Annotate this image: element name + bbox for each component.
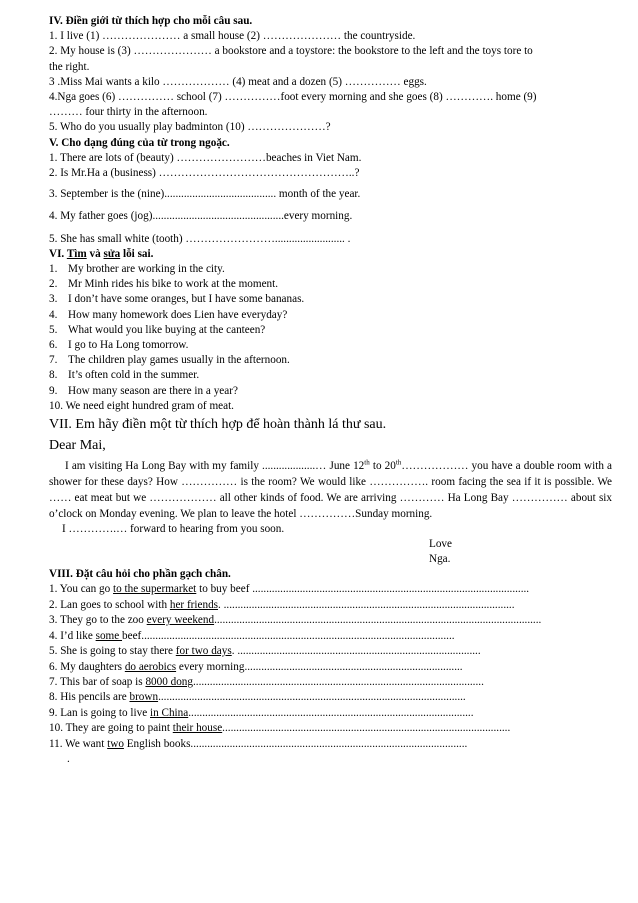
item-number: 1. <box>49 263 58 276</box>
underlined-phrase: her friends <box>169 598 219 611</box>
letter-signature: Nga. <box>429 553 451 566</box>
section-8-item <box>49 582 612 597</box>
answer-blank: ...................................................................................................... <box>188 706 474 719</box>
section-5-line-5: 5. She has small white (tooth) ……………………......................... . <box>49 232 351 245</box>
section-6-item <box>49 292 612 307</box>
question-prefix: 6. My daughters <box>49 660 125 673</box>
section-8-title: VIII. Đặt câu hỏi cho phần gạch chân. <box>49 568 231 581</box>
section-6-item <box>49 308 612 323</box>
letter-salutation: Dear Mai, <box>49 438 106 454</box>
item-text: It’s often cold in the summer. <box>68 369 200 382</box>
section-6-title-mid: và <box>86 247 104 260</box>
underlined-phrase: their house <box>172 722 223 735</box>
underlined-phrase: brown <box>129 691 159 704</box>
item-text: I go to Ha Long tomorrow. <box>68 339 189 352</box>
question-prefix: 9. Lan is going to live <box>49 706 150 719</box>
section-8-item <box>49 660 612 675</box>
item-text: How many season are there in a year? <box>68 384 238 397</box>
section-6-item <box>49 368 612 383</box>
answer-blank: ........................................................................................................ <box>192 675 484 688</box>
item-number: 5. <box>49 323 58 336</box>
section-6-item <box>49 323 612 338</box>
section-6-item <box>49 384 612 399</box>
section-6-item <box>49 353 612 368</box>
section-5-line-2: 2. Is Mr.Ha a (business) ……………………………………………..? <box>49 167 360 180</box>
section-8-item <box>49 721 612 736</box>
letter-love: Love <box>429 538 452 551</box>
item-number: 9. <box>49 384 58 397</box>
section-4-line-2b: the right. <box>49 60 90 73</box>
section-4-line-2a: 2. My house is (3) ………………… a bookstore and a toystore: the bookstore to the left and the toys tore to <box>49 45 533 58</box>
question-prefix: 11. We want <box>49 737 108 750</box>
section-6-item <box>49 338 612 353</box>
section-6-title <box>49 247 612 262</box>
section-4-line-4a: 4.Nga goes (6) …………… school (7) ……………foot every morning and she goes (8) …………. home (9) <box>49 91 537 104</box>
letter-sup-1: th <box>364 458 370 467</box>
section-5-line-4: 4. My father goes (jog)...............................................every morning. <box>49 210 353 223</box>
question-prefix: 3. They go to the zoo <box>49 614 147 627</box>
answer-blank: .............................................................................................................. <box>158 691 466 704</box>
answer-blank: ..................................................................................................................... <box>214 614 542 627</box>
answer-blank: . ........................................................................................................ <box>218 598 515 611</box>
item-text: The children play games usually in the afternoon. <box>68 354 290 367</box>
section-6-item <box>49 262 612 277</box>
letter-text-a: I am visiting Ha Long Bay with my family ...................… June 12 <box>65 460 365 473</box>
item-number: 4. <box>49 308 58 321</box>
worksheet-page <box>49 14 612 766</box>
section-8-item <box>49 737 612 752</box>
item-number: 2. <box>49 278 58 291</box>
item-number: 3. <box>49 293 58 306</box>
section-6-item <box>49 277 612 292</box>
letter-text-c: ……………… you have a double room with a shower for these days? How …………… is the room? We would like ……………. room facing the sea if it is possible. We …… eat meat but we ……………… all other kinds of food. We are arriving ………… Ha Long Bay …………… about six o’clock on Monday evening. We plan to leave the hotel ……………Sunday morning. <box>49 460 612 521</box>
item-text: What would you like buying at the canteen? <box>68 323 266 336</box>
section-5-line-1: 1. There are lots of (beauty) ……………………beaches in Viet Nam. <box>49 151 362 164</box>
letter-sup-2: th <box>395 458 402 467</box>
section-4-line-3: 3 .Miss Mai wants a kilo ……………… (4) meat and a dozen (5) …………… eggs. <box>49 75 427 88</box>
question-prefix: 10. They are going to paint <box>49 722 173 735</box>
section-8-item <box>49 706 612 721</box>
item-text: How many homework does Lien have everyday? <box>68 308 288 321</box>
question-prefix: 2. Lan goes to school with <box>49 598 170 611</box>
underlined-phrase: 8000 dong <box>145 675 193 688</box>
section-6-list <box>49 262 612 399</box>
section-4-line-5: 5. Who do you usually play badminton (10) …………………? <box>49 121 331 134</box>
trailing-dot: . <box>67 752 70 765</box>
item-text: Mr Minh rides his bike to work at the moment. <box>68 278 279 291</box>
answer-blank: to buy beef ................................................................................................... <box>196 583 530 596</box>
underlined-phrase: in China <box>150 706 189 719</box>
section-6-title-suffix: lỗi sai. <box>120 247 154 260</box>
section-8-item <box>49 675 612 690</box>
letter-text-b: to 20 <box>369 460 396 473</box>
underlined-phrase: two <box>107 737 124 750</box>
section-8-item <box>49 690 612 705</box>
underlined-phrase: do aerobics <box>124 660 177 673</box>
answer-blank: English books................................................................................................... <box>123 737 468 750</box>
underlined-phrase: some <box>95 629 123 642</box>
question-prefix: 4. I’d like <box>49 629 96 642</box>
section-8-item <box>49 598 612 613</box>
section-6-title-tim: Tìm <box>66 247 87 260</box>
item-number: 7. <box>49 354 58 367</box>
letter-paragraph <box>49 458 612 522</box>
section-6-title-prefix: VI. <box>49 247 67 260</box>
section-4-line-1: 1. I live (1) ………………… a small house (2) ………………… the countryside. <box>49 30 416 43</box>
answer-blank: . ....................................................................................... <box>231 645 481 658</box>
section-7-title: VII. Em hãy điền một từ thích hợp để hoàn thành lá thư sau. <box>49 417 387 433</box>
underlined-phrase: for two days <box>175 645 232 658</box>
answer-blank: ....................................................................................................... <box>222 722 511 735</box>
letter-closing-line: I ………….… forward to hearing from you soon. <box>62 523 285 536</box>
section-6-title-sua: sửa <box>103 247 121 260</box>
section-8-item <box>49 613 612 628</box>
section-5-title: V. Cho dạng đúng của từ trong ngoặc. <box>49 136 230 149</box>
underlined-phrase: to the supermarket <box>113 583 197 596</box>
section-8-list <box>49 582 612 751</box>
section-4-title: IV. Điền giới từ thích hợp cho mỗi câu sau. <box>49 15 253 27</box>
item-number: 6. <box>49 339 58 352</box>
question-prefix: 8. His pencils are <box>49 691 130 704</box>
answer-blank: beef................................................................................................................ <box>122 629 455 642</box>
item-text: My brother are working in the city. <box>68 263 225 276</box>
question-prefix: 5. She is going to stay there <box>49 645 176 658</box>
answer-blank: every morning.............................................................................. <box>176 660 463 673</box>
section-5-line-3: 3. September is the (nine)........................................ month of the year. <box>49 188 361 201</box>
section-8-item <box>49 644 612 659</box>
question-prefix: 7. This bar of soap is <box>49 675 146 688</box>
section-8-item <box>49 629 612 644</box>
section-6-item-10: 10. We need eight hundred gram of meat. <box>49 399 234 412</box>
question-prefix: 1. You can go <box>49 583 114 596</box>
underlined-phrase: every weekend <box>146 614 215 627</box>
item-text: I don’t have some oranges, but I have some bananas. <box>68 293 305 306</box>
section-4-line-4b: ……… four thirty in the afternoon. <box>49 106 208 119</box>
item-number: 8. <box>49 369 58 382</box>
